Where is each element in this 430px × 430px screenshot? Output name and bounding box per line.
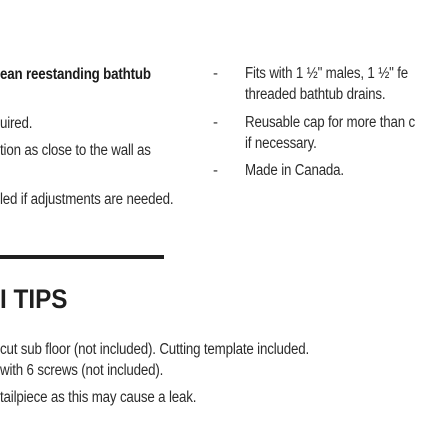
adjustment-text: led if adjustments are needed. bbox=[0, 191, 174, 208]
installation-text: tion as close to the wall as bbox=[0, 142, 151, 159]
bullet-dash: - bbox=[213, 65, 218, 82]
tip-line: cut sub floor (not included). Cutting template included. bbox=[0, 341, 309, 358]
item-title: ean reestanding bathtub bbox=[0, 66, 151, 83]
bullet-dash: - bbox=[213, 114, 218, 131]
section-divider bbox=[0, 255, 164, 259]
bullet-dash: - bbox=[213, 162, 218, 179]
feature-text: Reusable cap for more than c bbox=[245, 114, 416, 131]
feature-text: if necessary. bbox=[245, 135, 317, 152]
feature-text: Fits with 1 ½" males, 1 ½" fe bbox=[245, 65, 409, 82]
tip-line: with 6 screws (not included). bbox=[0, 362, 164, 379]
feature-text: threaded bathtub drains. bbox=[245, 86, 386, 103]
feature-text: Made in Canada. bbox=[245, 162, 344, 179]
tips-heading: I TIPS bbox=[0, 284, 68, 314]
requirement-text: uired. bbox=[0, 115, 33, 132]
tip-line: tailpiece as this may cause a leak. bbox=[0, 389, 197, 406]
